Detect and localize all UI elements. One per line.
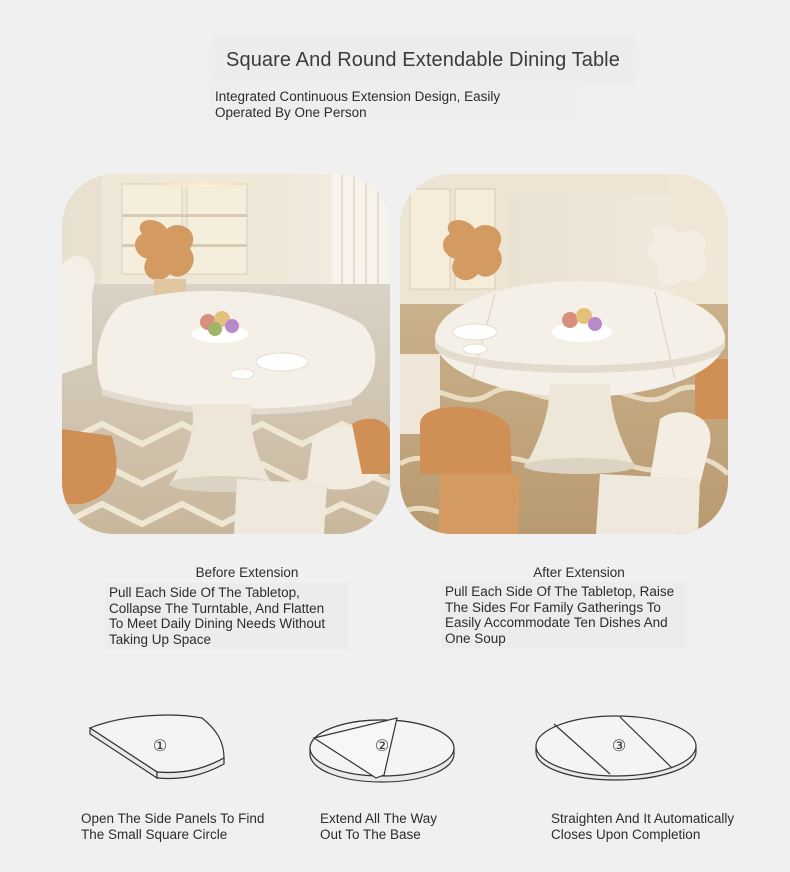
step-1-diagram <box>82 710 242 790</box>
step-3-diagram <box>532 710 702 790</box>
page-title: Square And Round Extendable Dining Table <box>213 38 633 82</box>
step-2-number: ② <box>374 736 390 755</box>
description-line: Pull Each Side Of The Tabletop, <box>109 585 300 600</box>
step-label-line: Out To The Base <box>320 827 421 842</box>
step-3-number: ③ <box>611 736 627 755</box>
step-3-label <box>551 811 734 843</box>
after-extension-description <box>441 582 687 648</box>
subtitle-line: Integrated Continuous Extension Design, Easily <box>215 89 501 104</box>
step-label-line: The Small Square Circle <box>81 827 228 842</box>
step-label-line: Closes Upon Completion <box>551 827 701 842</box>
page-subtitle <box>209 86 579 122</box>
step-label-line: Open The Side Panels To Find <box>81 811 265 826</box>
step-label-line: Straighten And It Automatically <box>551 811 735 826</box>
after-extension-heading: After Extension <box>533 565 625 580</box>
description-line: Collapse The Turntable, And Flatten <box>109 600 325 616</box>
step-1-number: ① <box>152 736 168 755</box>
before-extension-heading: Before Extension <box>195 565 299 580</box>
step-label-line: Extend All The Way <box>320 811 438 826</box>
description-line: To Meet Daily Dining Needs Without <box>109 616 326 631</box>
subtitle-line: Operated By One Person <box>215 104 367 120</box>
before-extension-description <box>105 583 349 649</box>
description-line: The Sides For Family Gatherings To <box>445 599 661 615</box>
step-2-label <box>320 811 437 843</box>
description-line: Taking Up Space <box>109 631 212 647</box>
description-line: Easily Accommodate Ten Dishes And <box>445 615 668 630</box>
description-line: One Soup <box>445 630 506 646</box>
step-2-diagram <box>302 710 462 790</box>
description-line: Pull Each Side Of The Tabletop, Raise <box>445 584 675 599</box>
step-1-label <box>81 811 264 843</box>
after-extension-photo <box>400 174 728 534</box>
before-extension-photo <box>62 174 390 534</box>
